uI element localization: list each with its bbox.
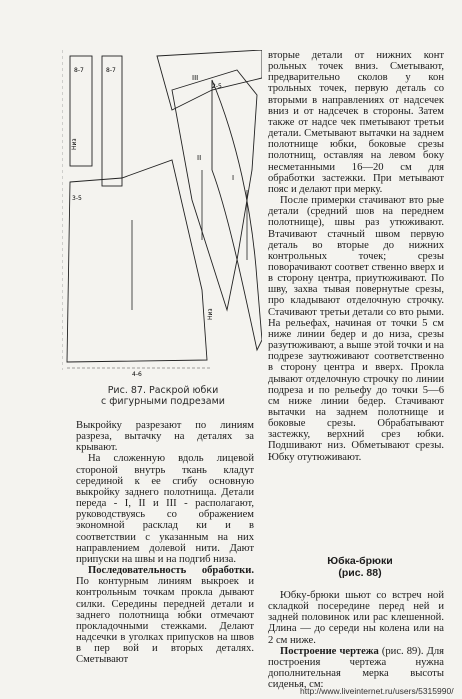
paragraph: [76, 565, 254, 665]
figure-caption: [88, 385, 238, 407]
back-panel: [67, 160, 207, 362]
figure-label: III: [192, 74, 199, 82]
paragraph-text: По контурным линиям выкроек и контрольным точкам прокла дывают силки. Середины передней детали и заднего полотнища юбки отмечают прокладочными стежками. Делают надсечки в уголках припусков на швов в пер вой и вторых деталях. Сметывают: [76, 576, 254, 666]
caption-line: Рис. 87. Раскрой юбки: [107, 385, 219, 396]
right-column-bottom: [268, 590, 444, 690]
source-url: http://www.liveinternet.ru/users/5315990/: [300, 686, 454, 696]
paragraph: После примерки стачивают вто рые детали (средний шов на переднем полотнище), швы раз утюживают. Втачивают стачный швом первую деталь во вторые до нижних контрольных точек; срезы поворачивают соответ ственно вверх и в сторону центра, приутюживают. По шву, захва тывая повернутые срезы, про кладывают отделочную строчку. Стачивают третьи детали со вто рыми. На рельефах, начиная от точки 5 см ниже линии бедер и до низа, срезы разутюживают, а выше этой точки и на подрезе заутюживают соответственно в сторону центра и вверх. Прокла дывают отделочную строчку по линии подреза и по рельефу до точки 5—6 см ниже линии бедер. Стачивают вытачки на заднем полотнище и боковые срезы. Обрабатывают застежку, верхний срез юбки. Подшивают низ. Обметывают срезы. Юбку отутюживают.: [268, 195, 444, 463]
caption-line: с фигурными подрезами: [101, 396, 225, 407]
figure-label: Низ: [71, 138, 78, 150]
figure-label: 3-5: [72, 195, 82, 202]
figure-label: 8-7: [74, 67, 84, 74]
figure-label: 2-5: [212, 83, 222, 90]
paragraph: [268, 646, 444, 691]
paragraph: Выкройку разрезают по линиям разреза, вытачку на деталях за крывают.: [76, 420, 254, 454]
right-column-top: [268, 50, 444, 463]
piece-III: [157, 50, 262, 110]
figure-label: I: [232, 174, 235, 182]
paragraph: На сложенную вдоль лицевой стороной внутрь ткань кладут серединой к ее сгибу основную выкройку заднего полотнища. Детали переда - I, II и III - располагают, руководствуясь со ображением экономной расклад ки и в соответствии с указанным на них направлением долевой нити. Дают припуски на швы и на подгиб низа.: [76, 453, 254, 565]
piece-I: [212, 80, 262, 350]
piece-II: [172, 70, 257, 310]
left-column: [76, 420, 254, 665]
paragraph-text: (рис. 89). Для построения чертежа нужна дополнительная мерка высоты сиденья, см:: [268, 645, 444, 691]
paragraph: Юбку-брюки шьют со встреч ной складкой посередине перед ней и задней половинок или рас клешенной. Длина — до середи ны колена или на 2 см ниже.: [268, 590, 444, 646]
section-heading: [300, 555, 420, 579]
section-subtitle: (рис. 88): [338, 567, 382, 579]
pattern-layout-figure: [62, 50, 262, 380]
bold-heading: Построение чертежа: [280, 645, 379, 657]
section-title: Юбка-брюки: [327, 555, 393, 567]
figure-label: 4-6: [132, 371, 142, 378]
paragraph: вторые детали от нижних конт рольных точек вниз. Сметывают, предварительно сколов у кон трольных точек, первую деталь со вторыми в направлениях от надсечек вниз и от надсечек в стороны. Затем также от надсе чек пметывают третьи детали. Сметывают вытачки на заднем полотнище юбки, боковые срезы полотнищ, оставляя на левом боку несметанными 16—20 см для обработки застежки. При метывают пояс и делают при мерку.: [268, 50, 444, 195]
bold-heading: Последовательность обработки.: [88, 565, 254, 577]
figure-label: 8-7: [106, 67, 116, 74]
waistband-piece-2: [102, 56, 122, 186]
figure-label: II: [197, 154, 202, 162]
figure-label: Низ: [207, 308, 214, 320]
